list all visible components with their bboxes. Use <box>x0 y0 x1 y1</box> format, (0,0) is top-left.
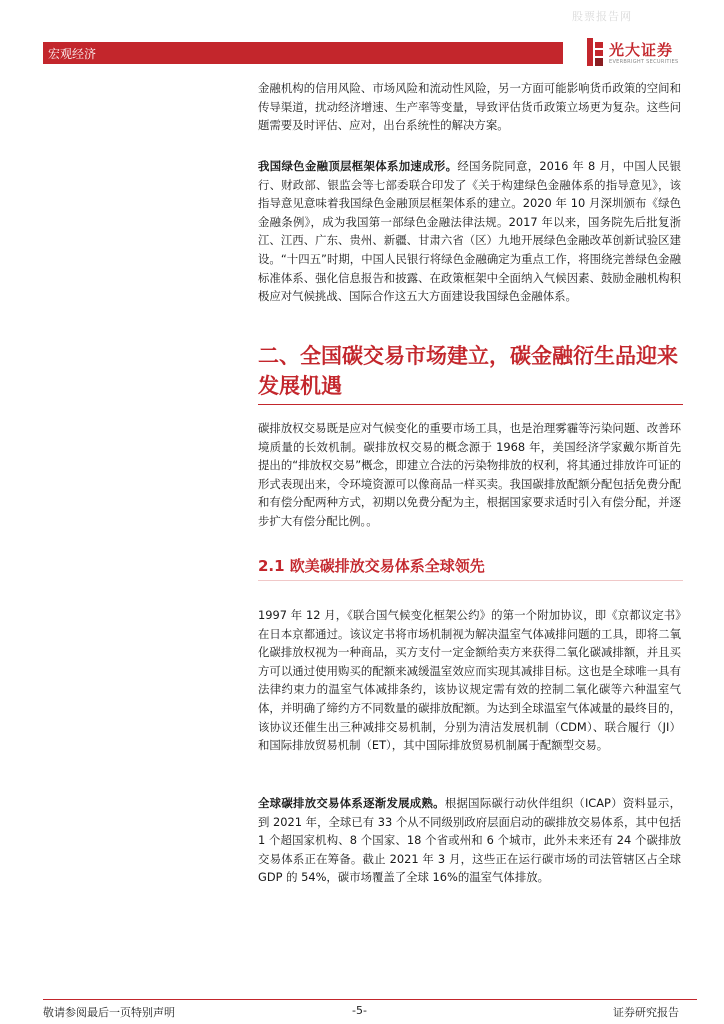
footer-divider <box>43 999 697 1000</box>
page-number: -5- <box>352 1004 367 1017</box>
company-logo <box>585 38 695 68</box>
paragraph-risk: 金融机构的信用风险、市场风险和流动性风险，另一方面可能影响货币政策的空间和传导渠道，扰动经济增速、生产率等变量，导致评估货币政策立场更为复杂。这些问题需要及时评估、应对，出台系统性的解决方案。 <box>258 81 681 133</box>
logo-name: 光大证券 <box>609 41 674 59</box>
paragraph-green-finance <box>258 157 681 306</box>
subsection-heading: 2.1 欧美碳排放交易体系全球领先 <box>258 557 485 575</box>
watermark-text: 股票报告网 <box>572 10 632 23</box>
subheading-divider <box>258 580 683 581</box>
paragraph-body: 经国务院同意，2016 年 8 月，中国人民银行、财政部、银监会等七部委联合印发了《关于构建绿色金融体系的指导意见》，该指导意见意味着我国绿色金融顶层框架体系的建立。2020 年 10 月深圳颁布《绿色金融条例》，成为我国第一部绿色金融法律法规。2017 年以来，国务院先后批复浙江、江西、广东、贵州、新疆、甘肃六省（区）九地开展绿色金融改革创新试验区建设。“十四五”时期，中国人民银行将绿色金融确定为重点工作，将围绕完善绿色金融标准体系、强化信息报告和披露、在政策框架中全面纳入气候因素、鼓励金融机构积极应对气候挑战、国际合作这五大方面建设我国绿色金融体系。 <box>258 159 681 304</box>
footer-report-type: 证券研究报告 <box>613 1006 679 1019</box>
heading-divider <box>258 404 683 405</box>
paragraph-lead: 我国绿色金融顶层框架体系加速成形。 <box>258 159 458 173</box>
logo-mark-icon <box>585 38 605 66</box>
paragraph-lead: 全球碳排放交易体系逐渐发展成熟。 <box>258 796 445 810</box>
section-title: 宏观经济 <box>48 47 97 61</box>
footer-disclaimer: 敬请参阅最后一页特别声明 <box>43 1006 175 1019</box>
section-heading: 二、全国碳交易市场建立，碳金融衍生品迎来发展机遇 <box>258 344 678 398</box>
paragraph-kyoto: 1997 年 12 月，《联合国气候变化框架公约》的第一个附加协议，即《京都议定书》在日本京都通过。该议定书将市场机制视为解决温室气体减排问题的工具，即将二氧化碳排放权视为一种商品，买方支付一定金额给卖方来获得二氧化碳减排额，并且买方可以通过使用购买的配额来减缓温室效应而实现其减排目标。这也是全球唯一具有法律约束力的温室气体减排条约，该协议规定需有效的控制二氧化碳等六种温室气体，并明确了缔约方不同数量的碳排放配额。为达到全球温室气体减量的最终目的，该协议还催生出三种减排交易机制，分别为清洁发展机制（CDM）、联合履行（JI）和国际排放贸易机制（ET），其中国际排放贸易机制属于配额型交易。 <box>258 608 681 753</box>
paragraph-global-ets <box>258 794 681 887</box>
logo-english: EVERBRIGHT SECURITIES <box>609 59 679 65</box>
section-header-bar <box>43 42 563 64</box>
paragraph-emission-trading: 碳排放权交易既是应对气候变化的重要市场工具，也是治理雾霾等污染问题、改善环境质量的长效机制。碳排放权交易的概念源于 1968 年，美国经济学家戴尔斯首先提出的“排放权交易”概念，即建立合法的污染物排放的权利，将其通过排放许可证的形式表现出来，令环境资源可以像商品一样买卖。我国碳排放配额分配包括免费分配和有偿分配两种方式，初期以免费分配为主，根据国家要求适时引入有偿分配，并逐步扩大有偿分配比例。。 <box>258 421 681 528</box>
paragraph-body: 根据国际碳行动伙伴组织（ICAP）资料显示，到 2021 年，全球已有 33 个从不同级别政府层面启动的碳排放交易体系，其中包括 1 个超国家机构、8 个国家、18 个省或州和 6 个城市，此外未来还有 24 个碳排放交易体系正在筹备。截止 2021 年 3 月，这些正在运行碳市场的司法管辖区占全球 GDP 的 54%，碳市场覆盖了全球 16%的温室气体排放。 <box>258 796 681 885</box>
